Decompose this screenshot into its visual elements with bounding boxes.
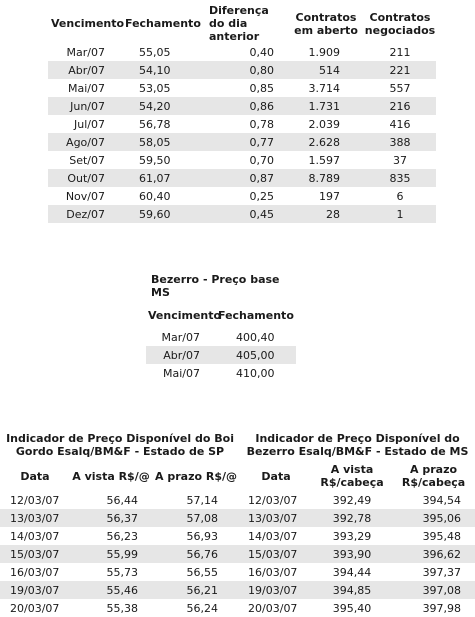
- table-row: [0, 509, 475, 527]
- cell-vista-ms: 394,44: [332, 565, 372, 579]
- cell-diferenca: 0,86: [203, 97, 288, 115]
- cell-prazo-ms: 397,37: [422, 565, 462, 579]
- cell-contratos-negociados: 37: [393, 153, 407, 167]
- cell-contratos-aberto: 8.789: [288, 169, 364, 187]
- cell-diferenca: 0,40: [249, 45, 274, 59]
- cell-vista-ms: 393,90: [312, 545, 392, 563]
- cell-contratos-aberto: 28: [288, 205, 364, 223]
- table-row: [48, 43, 436, 61]
- indicators-table: [0, 429, 475, 617]
- cell-vencimento: Abr/07: [48, 61, 123, 79]
- cell-fechamento: 59,60: [123, 205, 203, 223]
- cell-vista-sp: 56,23: [106, 529, 138, 543]
- header-fechamento: Fechamento: [218, 308, 294, 322]
- table-row: [48, 79, 436, 97]
- cell-contratos-negociados: 388: [364, 133, 436, 151]
- cell-vencimento: Mai/07: [68, 81, 105, 95]
- cell-prazo-ms: 396,62: [392, 545, 475, 563]
- header-prazo-sp: A prazo R$/@: [155, 469, 238, 483]
- header-vencimento: Vencimento: [51, 17, 125, 30]
- cell-diferenca: 0,45: [203, 205, 288, 223]
- cell-contratos-negociados: 216: [364, 97, 436, 115]
- cell-vencimento: Dez/07: [48, 205, 123, 223]
- cell-diferenca: 0,78: [249, 117, 274, 131]
- cell-contratos-aberto: 514: [288, 61, 364, 79]
- header-fechamento: Fechamento: [125, 17, 201, 30]
- cell-vencimento: Jul/07: [74, 117, 105, 131]
- cell-vencimento: Mai/07: [163, 366, 200, 380]
- table-row: [48, 151, 436, 169]
- cell-contratos-aberto: 197: [319, 189, 340, 203]
- table-row: [48, 133, 436, 151]
- header-data-sp: Data: [20, 469, 50, 483]
- cell-prazo-sp: 57,08: [152, 509, 240, 527]
- cell-vista-ms: 392,49: [332, 493, 372, 507]
- table-row: [48, 115, 436, 133]
- cell-vista-ms: 393,29: [332, 529, 372, 543]
- cell-data-ms: 20/03/07: [248, 601, 298, 615]
- cell-vista-sp: 55,46: [70, 581, 152, 599]
- header-vista-ms: A vista R$/cabeça: [320, 463, 384, 489]
- cell-vencimento: Set/07: [69, 153, 105, 167]
- cell-data-sp: 13/03/07: [0, 509, 70, 527]
- cell-fechamento: 61,07: [123, 169, 203, 187]
- cell-diferenca: 0,25: [249, 189, 274, 203]
- cell-contratos-aberto: 1.909: [308, 45, 340, 59]
- cell-contratos-aberto: 2.039: [308, 117, 340, 131]
- cell-diferenca: 0,85: [249, 81, 274, 95]
- cell-contratos-negociados: 221: [364, 61, 436, 79]
- bezerro-title: Bezerro - Preço base MS: [151, 273, 280, 299]
- cell-vista-sp: 55,73: [106, 565, 138, 579]
- bezerro-table: [146, 270, 296, 382]
- cell-fechamento: 60,40: [139, 189, 171, 203]
- cell-contratos-aberto: 1.597: [308, 153, 340, 167]
- table-row: [0, 545, 475, 563]
- table-row: [48, 97, 436, 115]
- cell-contratos-negociados: 835: [364, 169, 436, 187]
- cell-data-ms: 14/03/07: [248, 529, 298, 543]
- cell-data-sp: 19/03/07: [0, 581, 70, 599]
- cell-prazo-sp: 56,55: [186, 565, 219, 579]
- cell-fechamento: 58,05: [123, 133, 203, 151]
- header-vencimento: Vencimento: [148, 308, 222, 322]
- cell-prazo-sp: 57,14: [186, 493, 219, 507]
- table-row: [0, 527, 475, 545]
- table-row: [0, 491, 475, 509]
- cell-diferenca: 0,80: [203, 61, 288, 79]
- cell-fechamento: 410,00: [236, 366, 275, 380]
- cell-vencimento: Ago/07: [48, 133, 123, 151]
- table-row: [146, 364, 296, 382]
- table-row: [146, 328, 296, 346]
- header-contratos-negociados: Contratos negociados: [364, 10, 436, 37]
- cell-fechamento: 55,05: [139, 45, 171, 59]
- cell-prazo-ms: 397,08: [392, 581, 475, 599]
- cell-contratos-aberto: 1.731: [288, 97, 364, 115]
- cell-fechamento: 56,78: [139, 117, 171, 131]
- cell-vencimento: Out/07: [48, 169, 123, 187]
- cell-contratos-negociados: 6: [396, 189, 404, 203]
- cell-prazo-sp: 56,76: [152, 545, 240, 563]
- cell-fechamento: 59,50: [139, 153, 171, 167]
- cell-contratos-aberto: 3.714: [308, 81, 340, 95]
- table-row: [0, 599, 475, 617]
- cell-diferenca: 0,87: [203, 169, 288, 187]
- cell-prazo-ms: 394,54: [422, 493, 462, 507]
- cell-fechamento: 53,05: [139, 81, 171, 95]
- indicator-title-sp: Indicador de Preço Disponível do Boi Gordo Esalq/BM&F - Estado de SP: [6, 432, 234, 458]
- header-contratos-aberto: Contratos em aberto: [294, 10, 358, 37]
- indicator-title-ms: Indicador de Preço Disponível do Bezerro Esalq/BM&F - Estado de MS: [246, 432, 469, 458]
- cell-data-ms: 12/03/07: [248, 493, 298, 507]
- cell-data-ms: 15/03/07: [240, 545, 312, 563]
- cell-data-sp: 16/03/07: [10, 565, 60, 579]
- cell-vista-ms: 395,40: [332, 601, 372, 615]
- cell-vista-ms: 394,85: [312, 581, 392, 599]
- cell-fechamento: 400,40: [236, 330, 275, 344]
- cell-diferenca: 0,70: [249, 153, 274, 167]
- cell-prazo-sp: 56,93: [186, 529, 219, 543]
- cell-diferenca: 0,77: [203, 133, 288, 151]
- cell-contratos-negociados: 211: [389, 45, 411, 59]
- cell-data-sp: 12/03/07: [10, 493, 60, 507]
- cell-contratos-negociados: 557: [389, 81, 411, 95]
- cell-vista-sp: 55,99: [70, 545, 152, 563]
- cell-fechamento: 54,10: [123, 61, 203, 79]
- table-row: [0, 563, 475, 581]
- cell-prazo-ms: 397,98: [422, 601, 462, 615]
- cell-vencimento: Nov/07: [65, 189, 105, 203]
- futures-header-row: [48, 4, 436, 43]
- cell-data-sp: 15/03/07: [0, 545, 70, 563]
- cell-vencimento: Mar/07: [66, 45, 105, 59]
- cell-vista-sp: 56,37: [70, 509, 152, 527]
- cell-fechamento: 405,00: [218, 346, 296, 364]
- table-row: [48, 61, 436, 79]
- cell-prazo-ms: 395,48: [422, 529, 462, 543]
- cell-vencimento: Mar/07: [161, 330, 200, 344]
- header-diferenca: Diferença do dia anterior: [209, 4, 269, 43]
- cell-contratos-negociados: 1: [364, 205, 436, 223]
- cell-contratos-negociados: 416: [389, 117, 411, 131]
- table-row: [48, 169, 436, 187]
- cell-data-sp: 20/03/07: [10, 601, 60, 615]
- header-prazo-ms: A prazo R$/cabeça: [401, 463, 466, 489]
- table-row: [146, 346, 296, 364]
- futures-table: [48, 4, 436, 223]
- cell-fechamento: 54,20: [123, 97, 203, 115]
- cell-vencimento: Abr/07: [146, 346, 218, 364]
- cell-contratos-aberto: 2.628: [288, 133, 364, 151]
- cell-vista-sp: 56,44: [106, 493, 138, 507]
- cell-vencimento: Jun/07: [48, 97, 123, 115]
- cell-vista-sp: 55,38: [106, 601, 138, 615]
- header-data-ms: Data: [261, 469, 291, 483]
- cell-data-sp: 14/03/07: [10, 529, 60, 543]
- cell-data-ms: 16/03/07: [248, 565, 298, 579]
- cell-prazo-sp: 56,21: [152, 581, 240, 599]
- cell-vista-ms: 392,78: [312, 509, 392, 527]
- table-row: [48, 205, 436, 223]
- cell-data-ms: 13/03/07: [240, 509, 312, 527]
- cell-prazo-sp: 56,24: [186, 601, 219, 615]
- table-row: [48, 187, 436, 205]
- cell-data-ms: 19/03/07: [240, 581, 312, 599]
- header-vista-sp: A vista R$/@: [72, 469, 150, 483]
- cell-prazo-ms: 395,06: [392, 509, 475, 527]
- table-row: [0, 581, 475, 599]
